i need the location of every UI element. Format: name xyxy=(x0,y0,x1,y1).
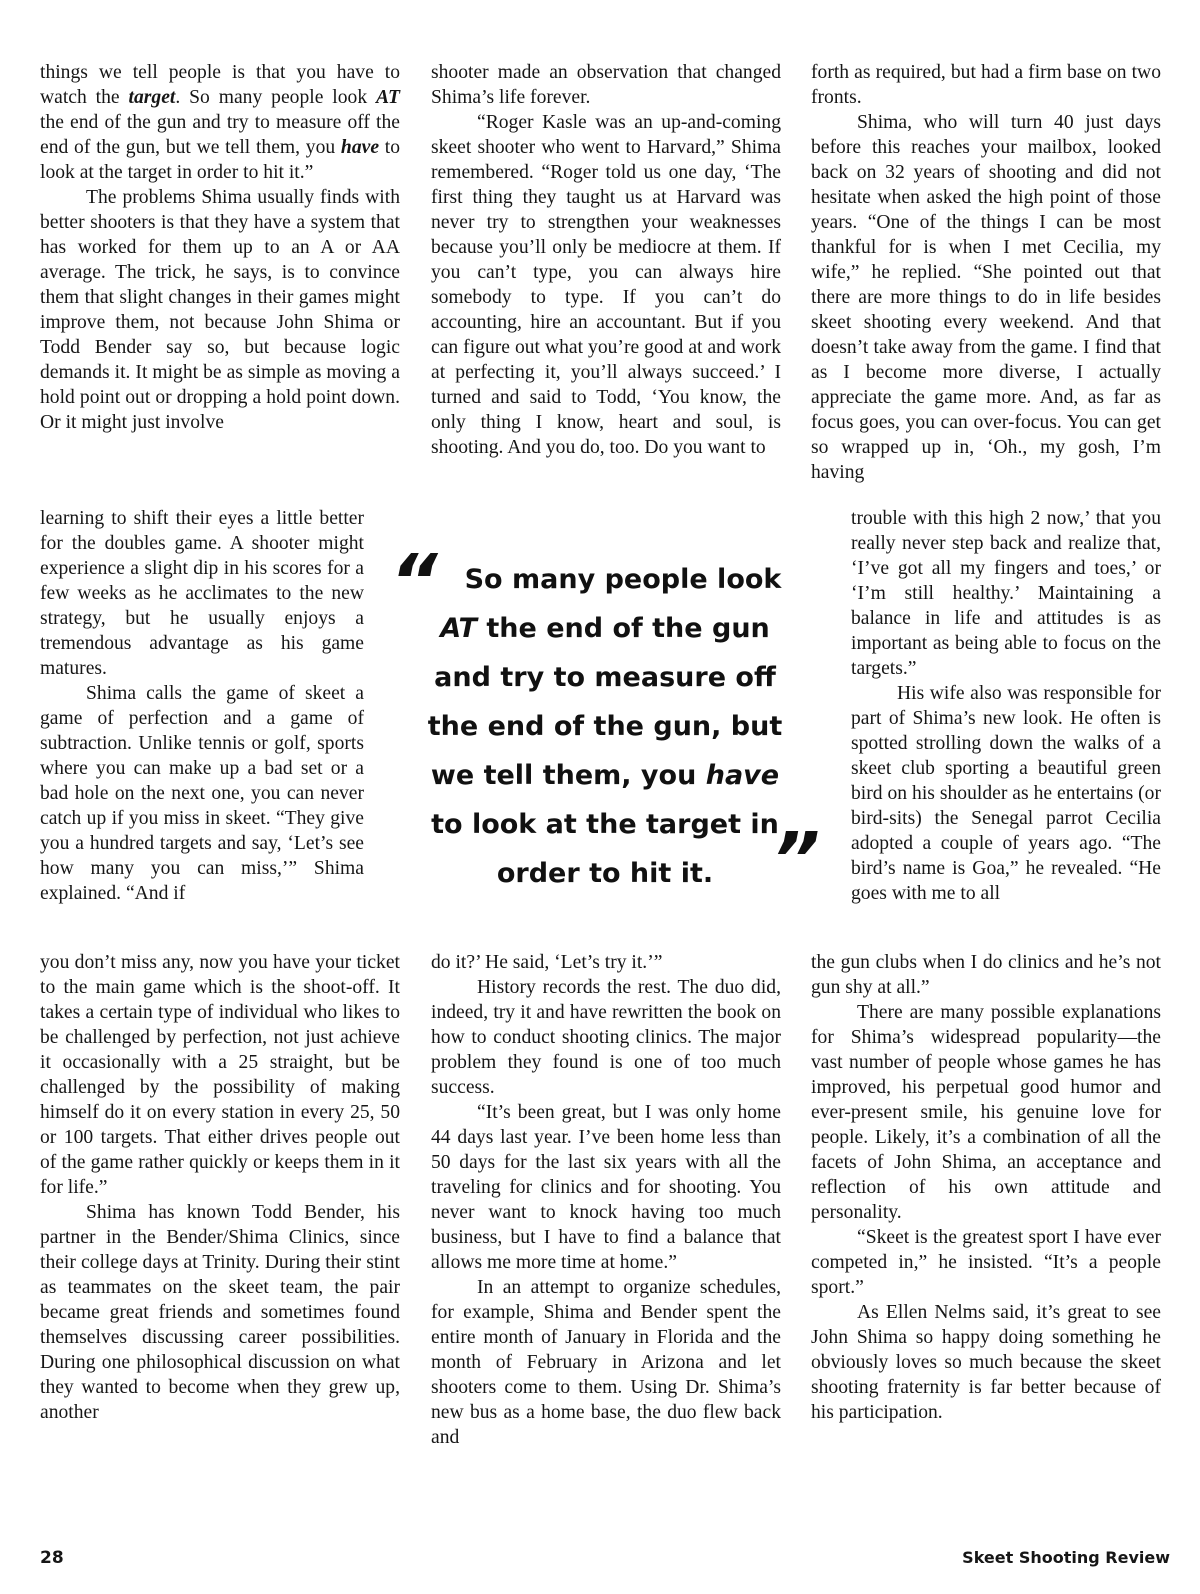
paragraph: trouble with this high 2 now,’ that you really never step back and realize that, ‘I’ve got all my fingers and toes,’ or ‘I’m still healthy.’ Maintaining a balance in life and attitudes is as important as being able to focus on the targets.” xyxy=(851,508,1161,679)
paragraph: Shima calls the game of skeet a game of perfection and a game of subtraction. Unlike tennis or golf, sports where you can make up a bad set or a bad hole on the next one, you can never catch up if you miss in skeet. “They give you a hundred targets and say, ‘Let’s see how many you can miss,’” Shima explained. “And if xyxy=(40,683,364,904)
paragraph: forth as required, but had a firm base on two fronts. xyxy=(811,62,1161,108)
pull-quote-line: the end of the gun, but xyxy=(427,711,783,742)
column-1-narrow xyxy=(40,506,364,906)
paragraph: History records the rest. The duo did, indeed, try it and have rewritten the book on how to conduct shooting clinics. The major problem they found is one of too much success. xyxy=(431,977,781,1098)
paragraph: There are many possible explanations for Shima’s widespread popularity—the vast number of people whose games he has improved, his perpetual good humor and ever-present smile, his genuine love for people. Likely, it’s a combination of all the facets of John Shima, an acceptance and reflection of his own attitude and personality. xyxy=(811,1002,1161,1223)
text-run: things we tell people is that you have to watch the xyxy=(40,62,400,108)
column-2-top xyxy=(431,60,781,460)
emphasis-text: have xyxy=(340,137,380,158)
text-run: . So many people look xyxy=(175,87,377,108)
pull-quote-line xyxy=(390,751,820,800)
column-3-top xyxy=(811,60,1161,485)
paragraph: As Ellen Nelms said, it’s great to see John Shima so happy doing something he obviously loves so much because the skeet shooting fraternity is far better because of his participation. xyxy=(811,1302,1161,1423)
page-number: 28 xyxy=(40,1548,64,1568)
pull-quote-line: So many people look xyxy=(464,564,782,595)
paragraph: His wife also was responsible for part of Shima’s new look. He often is spotted strolling down the walks of a skeet club sporting a beautiful green bird on his shoulder as he entertains (or bird-sits) the Senegal parrot Cecilia adopted a couple of years ago. “The bird’s name is Goa,” he revealed. “He goes with me to all xyxy=(851,683,1161,904)
column-3-narrow xyxy=(851,506,1161,906)
pull-quote-line: to look at the target in xyxy=(431,809,779,840)
text-run: the end of the gun xyxy=(476,613,770,644)
emphasis-text: AT xyxy=(440,613,477,644)
paragraph: “Skeet is the greatest sport I have ever competed in,” he insisted. “It’s a people sport.” xyxy=(811,1227,1161,1298)
pull-quote-line: order to hit it. xyxy=(496,858,714,889)
paragraph: you don’t miss any, now you have your ticket to the main game which is the shoot-off. It takes a certain type of individual who likes to be challenged by perfection, not just achieve it occasionally with a 25 straight, but be challenged by the possibility of making himself do it on every station in every 25, 50 or 100 targets. That either drives people out of the game rather quickly or keeps them in it for life.” xyxy=(40,952,400,1198)
pull-quote xyxy=(390,539,820,903)
paragraph: shooter made an observation that changed Shima’s life forever. xyxy=(431,62,781,108)
text-run: to look at the target in order to hit it.” xyxy=(40,137,401,183)
paragraph: Shima has known Todd Bender, his partner in the Bender/Shima Clinics, since their college days at Trinity. During their stint as teammates on the skeet team, the pair became great friends and sometimes found themselves discussing career possibilities. During one philosophical discussion on what they wanted to become when they grew up, another xyxy=(40,1202,400,1423)
column-1-lower xyxy=(40,950,400,1425)
paragraph: The problems Shima usually finds with better shooters is that they have a system that has worked for them up to an A or AA average. The trick, he says, is to convince them that slight changes in their games might improve them, not because John Shima or Todd Bender say so, but because logic demands it. It might be as simple as moving a hold point out or dropping a hold point down. Or it might just involve xyxy=(40,187,400,433)
publication-name: Skeet Shooting Review xyxy=(962,1548,1170,1567)
column-3-lower xyxy=(811,950,1161,1425)
pull-quote-line: and try to measure off xyxy=(434,662,776,693)
emphasis-text: target xyxy=(128,87,176,108)
text-run: we tell them, you xyxy=(430,760,706,791)
emphasis-text: AT xyxy=(376,87,400,108)
paragraph: “It’s been great, but I was only home 44 days last year. I’ve been home less than 50 days for the last six years with all the traveling for clinics and for shooting. You never want to knock having too much business, but I have to find a balance that allows me more time at home.” xyxy=(431,1102,781,1273)
paragraph: the gun clubs when I do clinics and he’s not gun shy at all.” xyxy=(811,952,1161,998)
column-1 xyxy=(40,60,400,435)
close-quote-mark: ” xyxy=(772,817,820,903)
paragraph: “Roger Kasle was an up-and-coming skeet shooter who went to Harvard,” Shima remembered. “Roger told us one day, ‘The first thing they taught us at Harvard was never try to strengthen your weaknesses because you’ll only be mediocre at them. If you can’t type, you can always hire somebody to type. If you can’t do accounting, hire an accountant. But if you can figure out what you’re good at and work at perfecting it, you’ll always succeed.’ I turned and said to Todd, ‘You know, the only thing I know, heart and soul, is shooting. And you do, too. Do you want to xyxy=(431,112,781,458)
column-2-bottom xyxy=(431,950,781,1450)
paragraph xyxy=(40,60,400,185)
pull-quote-line xyxy=(390,604,820,653)
emphasis-text: have xyxy=(705,760,780,791)
paragraph: do it?’ He said, ‘Let’s try it.’” xyxy=(431,952,663,973)
paragraph: In an attempt to organize schedules, for example, Shima and Bender spent the entire month of January in Florida and the month of February in Arizona and let shooters come to them. Using Dr. Shima’s new bus as a home base, the duo flew back and xyxy=(431,1277,781,1448)
open-quote-mark: “ xyxy=(390,539,438,625)
paragraph: learning to shift their eyes a little better for the doubles game. A shooter might experience a slight dip in his scores for a few weeks as he acclimates to the new strategy, but he usually enjoys a tremendous advantage as his game matures. xyxy=(40,508,364,679)
paragraph: Shima, who will turn 40 just days before this reaches your mailbox, looked back on 32 years of shooting and did not hesitate when asked the high point of those years. “One of the things I can be most thankful for is when I met Cecilia, my wife,” he replied. “She pointed out that there are more things to do in life besides skeet shooting every weekend. And that doesn’t take away from the game. I find that as I become more diverse, I actually appreciate the game more. And, as far as focus goes, you can over-focus. You can get so wrapped up in, ‘Oh., my gosh, I’m having xyxy=(811,112,1161,483)
text-run: the end of the gun and try to measure off the end of the gun, but we tell them, you xyxy=(40,112,400,158)
